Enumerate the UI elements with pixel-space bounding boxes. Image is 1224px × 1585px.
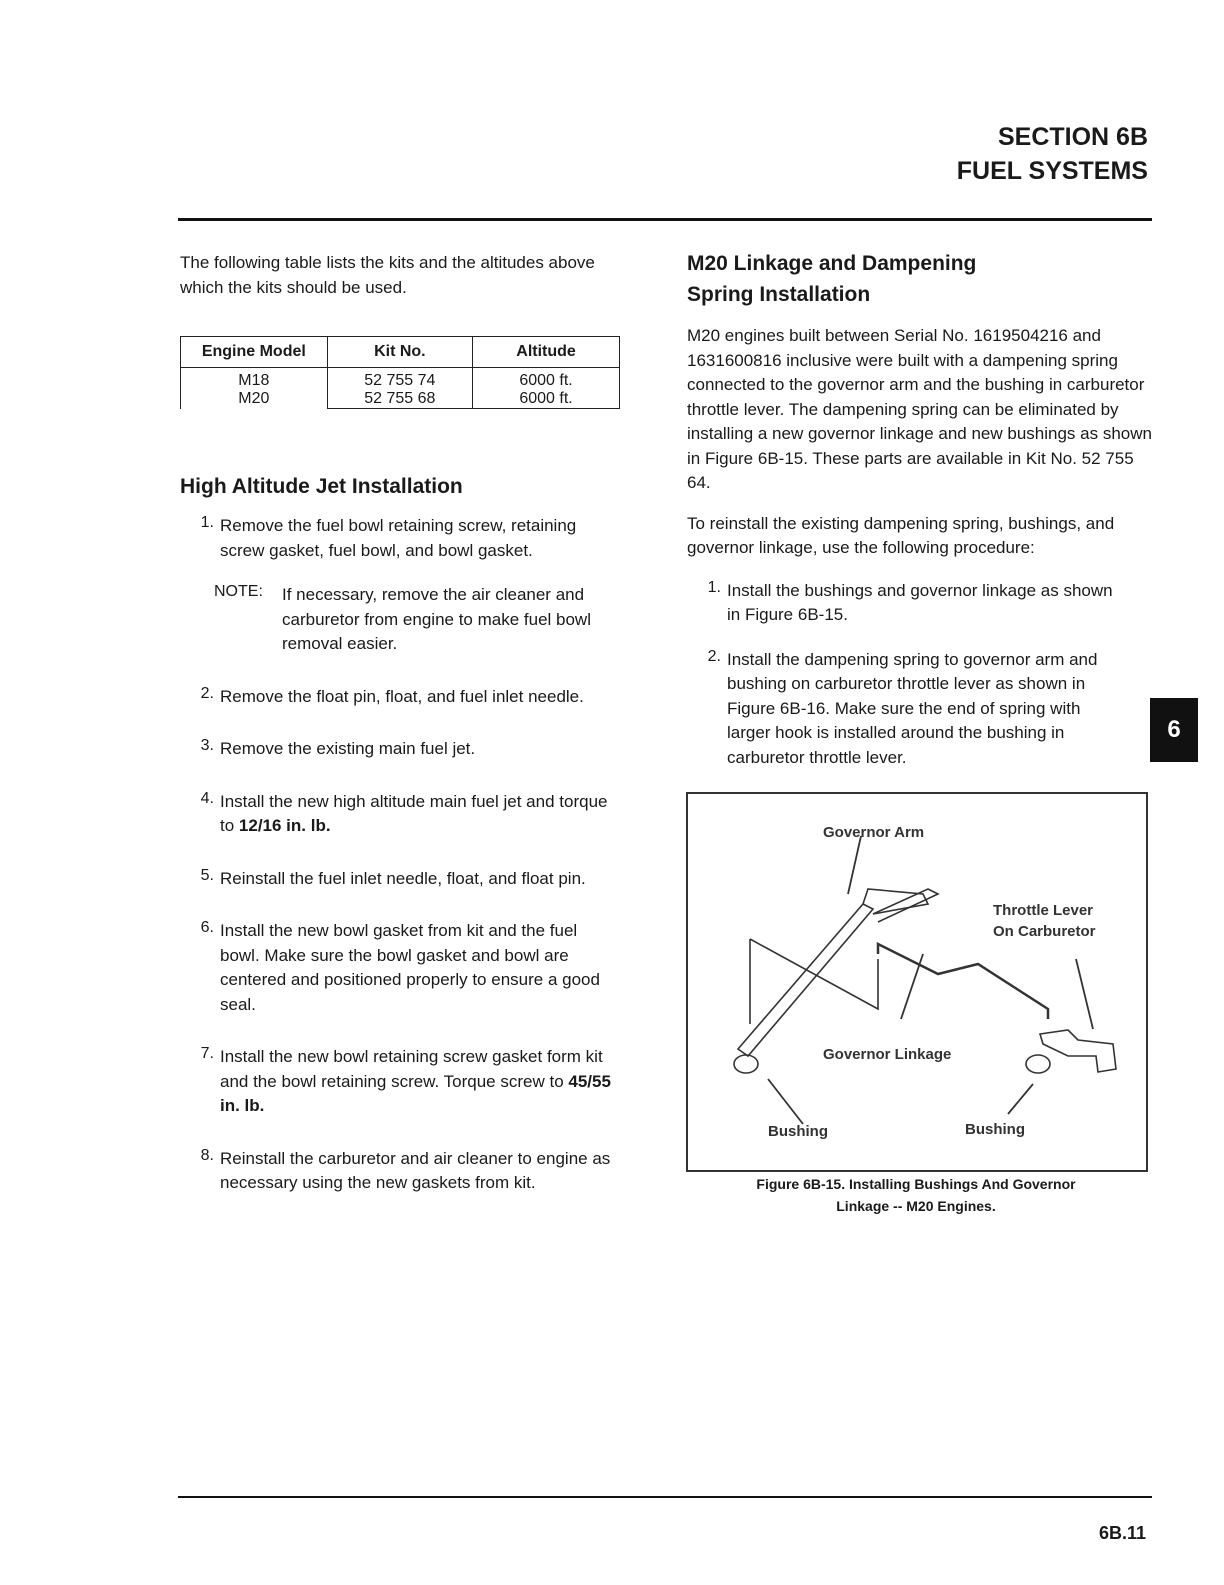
- step: [180, 685, 620, 710]
- page-number: 6B.11: [1098, 1523, 1146, 1543]
- step: [180, 867, 620, 892]
- cell-text: 6000 ft.: [519, 372, 573, 389]
- figure-6b-15: [686, 792, 1148, 1172]
- caption-line: Linkage -- M20 Engines.: [836, 1198, 996, 1214]
- step-text: Install the dampening spring to governor arm and bushing on carburetor throttle lever as shown in Figure 6B-16. Make sure the end of spring with larger hook is installed around the bushing in carburetor throttle lever.: [727, 649, 1098, 767]
- right-column: [687, 248, 1152, 798]
- step: [687, 648, 1127, 771]
- step-text: Remove the existing main fuel jet.: [220, 739, 476, 758]
- label-governor-linkage: Governor Linkage: [823, 1046, 952, 1063]
- step: [180, 1045, 620, 1119]
- cell-text: M20: [238, 390, 270, 408]
- step-text: [220, 790, 620, 839]
- step-number: 1.: [707, 578, 721, 596]
- caption-line: Figure 6B-15. Installing Bushings And Governor: [756, 1176, 1076, 1192]
- bushing-left-shape: [734, 1055, 758, 1073]
- throttle-lever-shape: [1040, 1030, 1116, 1072]
- step-text: Remove the float pin, float, and fuel inlet needle.: [220, 686, 584, 706]
- step-number: 1.: [200, 514, 214, 531]
- step: [180, 514, 620, 563]
- bushing-right-shape: [1026, 1055, 1050, 1073]
- table-row: [181, 368, 620, 409]
- section-title: FUEL SYSTEMS: [956, 157, 1148, 185]
- step-text: Install the new bowl gasket from kit and the fuel bowl. Make sure the bowl gasket and bowl are centered and positioned properly to ensure a good seal.: [220, 921, 600, 1014]
- step-text: Reinstall the fuel inlet needle, float, and float pin.: [220, 868, 586, 888]
- step-text: Install the bushings and governor linkage as shown in Figure 6B-15.: [727, 580, 1113, 624]
- step-text: [220, 1045, 620, 1119]
- col-header: Altitude: [473, 337, 620, 368]
- procedure-intro: To reinstall the existing dampening spring, bushings, and governor linkage, use the following procedure:: [687, 513, 1115, 557]
- cell-text: 52 755 74: [364, 372, 436, 389]
- step-number: 7.: [200, 1045, 214, 1062]
- step-number: 8.: [200, 1146, 214, 1164]
- bottom-rule: [178, 1496, 1152, 1498]
- step-text: Remove the fuel bowl retaining screw, retaining screw gasket, fuel bowl, and bowl gasket.: [220, 516, 577, 560]
- step-number: 3.: [200, 737, 214, 754]
- cell: [181, 368, 328, 409]
- figure-caption: [686, 1173, 1146, 1217]
- linkage-diagram: [688, 794, 1146, 1170]
- col-header: Kit No.: [327, 337, 472, 368]
- cell-text: M18: [238, 372, 270, 390]
- col-header: Engine Model: [181, 337, 328, 368]
- cell: [327, 368, 472, 409]
- step-text-main: Install the new bowl retaining screw gasket form kit and the bowl retaining screw. Torque screw to: [220, 1047, 603, 1091]
- heading-line: M20 Linkage and Dampening: [687, 252, 977, 275]
- label-bushing-right: Bushing: [965, 1121, 1025, 1138]
- left-column: [180, 251, 620, 1224]
- note-text: If necessary, remove the air cleaner and carburetor from engine to make fuel bowl removal easier.: [282, 585, 591, 653]
- linkage-heading: [687, 248, 1152, 310]
- cell-text: 52 755 68: [364, 390, 436, 407]
- step-text: Reinstall the carburetor and air cleaner to engine as necessary using the new gaskets from kit.: [220, 1148, 611, 1192]
- cell: [473, 368, 620, 409]
- label-throttle-lever-2: On Carburetor: [993, 923, 1096, 940]
- table-header-row: [181, 337, 620, 368]
- step: [180, 1147, 620, 1196]
- procedure-steps: [687, 579, 1127, 771]
- step-number: 5.: [200, 866, 214, 884]
- jet-installation-heading: High Altitude Jet Installation: [180, 475, 463, 498]
- step: [180, 737, 620, 762]
- governor-arm-shape: [738, 904, 873, 1056]
- label-governor-arm: Governor Arm: [823, 824, 925, 841]
- chapter-tab: 6: [1150, 698, 1198, 762]
- section-number: SECTION 6B: [997, 123, 1148, 151]
- note: [214, 583, 620, 657]
- kit-table: [180, 336, 620, 409]
- step-number: 2.: [200, 684, 214, 702]
- step-number: 6.: [200, 919, 214, 936]
- torque-value: 45/55 in. lb.: [220, 1071, 611, 1115]
- step: [180, 919, 620, 1017]
- step-number: 2.: [707, 647, 721, 665]
- step-number: 4.: [200, 789, 214, 807]
- label-throttle-lever: Throttle Lever: [993, 902, 1094, 919]
- section-header: [957, 120, 1148, 188]
- heading-line: Spring Installation: [687, 283, 871, 306]
- step: [687, 579, 1127, 628]
- step: [180, 790, 620, 839]
- top-rule: [178, 218, 1152, 221]
- step-text-main: Install the new high altitude main fuel jet and torque to: [220, 791, 608, 835]
- linkage-paragraph: M20 engines built between Serial No. 1619504216 and 1631600816 inclusive were built with a dampening spring connected to the governor arm and the bushing in carburetor throttle lever. The dampening spring can be eliminated by installing a new governor linkage and new bushings as shown in Figure 6B-15. These parts are available in Kit No. 52 755 64.: [687, 326, 1152, 492]
- torque-value: 12/16 in. lb.: [238, 816, 331, 835]
- cell-text: 6000 ft.: [519, 390, 573, 407]
- note-label: NOTE:: [214, 583, 263, 600]
- label-bushing-left: Bushing: [768, 1123, 828, 1140]
- intro-text: The following table lists the kits and the altitudes above which the kits should be used.: [180, 253, 595, 297]
